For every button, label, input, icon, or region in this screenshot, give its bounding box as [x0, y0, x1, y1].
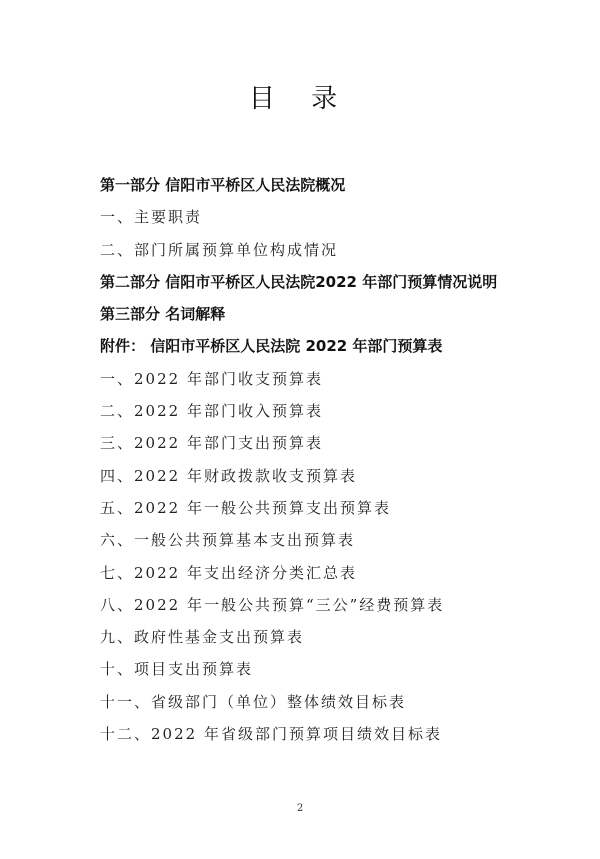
toc-entry-table-5: 五、2022 年一般公共预算支出预算表	[100, 498, 391, 517]
toc-entry-part-3: 第三部分 名词解释	[100, 305, 226, 324]
toc-entry-table-10: 十、项目支出预算表	[100, 660, 254, 679]
toc-entry-table-3: 三、2022 年部门支出预算表	[100, 434, 323, 453]
page-title: 目 录	[248, 84, 352, 114]
toc-entry-table-7: 七、2022 年支出经济分类汇总表	[100, 563, 357, 582]
toc-entry-part-1: 第一部分 信阳市平桥区人民法院概况	[100, 176, 346, 194]
toc-entry-main-duties: 一、主要职责	[100, 208, 203, 227]
toc-entry-table-4: 四、2022 年财政拨款收支预算表	[100, 466, 357, 485]
toc-entry-table-11: 十一、省级部门（单位）整体绩效目标表	[100, 692, 407, 711]
toc-entry-table-1: 一、2022 年部门收支预算表	[100, 369, 323, 388]
toc-entry-table-6: 六、一般公共预算基本支出预算表	[100, 531, 356, 550]
toc-entry-table-2: 二、2022 年部门收入预算表	[100, 402, 323, 421]
page-number: 2	[296, 803, 304, 814]
toc-entry-table-9: 九、政府性基金支出预算表	[100, 628, 305, 647]
toc-entry-part-2: 第二部分 信阳市平桥区人民法院2022 年部门预算情况说明	[100, 272, 498, 291]
table-of-contents	[100, 172, 560, 753]
toc-entry-table-8: 八、2022 年一般公共预算“三公”经费预算表	[100, 595, 445, 614]
toc-entry-appendix: 附件： 信阳市平桥区人民法院 2022 年部门预算表	[100, 337, 443, 356]
toc-entry-budget-units: 二、部门所属预算单位构成情况	[100, 240, 339, 259]
toc-entry-table-12: 十二、2022 年省级部门预算项目绩效目标表	[100, 725, 442, 744]
